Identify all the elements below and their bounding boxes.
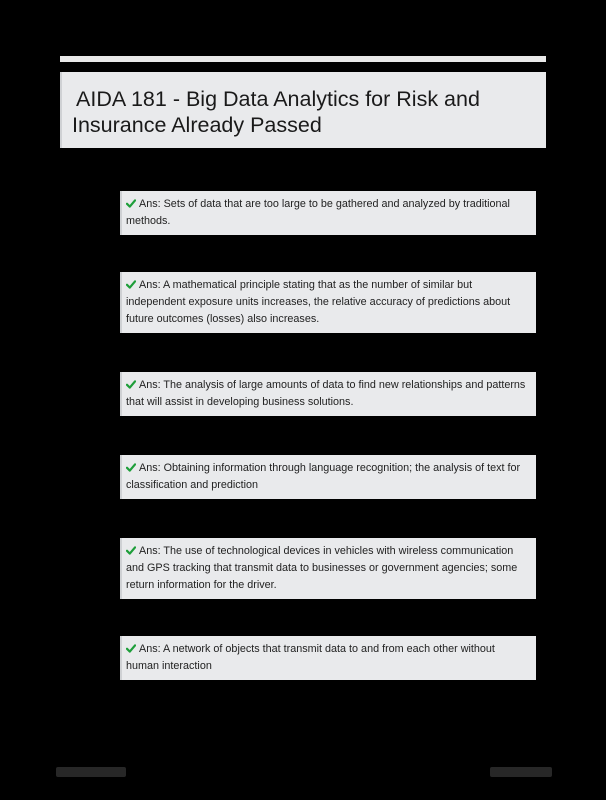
check-icon [126, 280, 136, 289]
check-icon [126, 199, 136, 208]
answer-text [126, 377, 530, 411]
blurred-watermark [56, 767, 126, 777]
page-title: AIDA 181 - Big Data Analytics for Risk and Insurance Already Passed [72, 87, 480, 137]
answer-text [126, 543, 530, 594]
check-icon [126, 463, 136, 472]
answer-body: The use of technological devices in vehicles with wireless communication and GPS tracking that transmit data to businesses or government agencies; some return information for the driver. [126, 545, 518, 591]
answer-body: The analysis of large amounts of data to find new relationships and patterns that will assist in developing business solutions. [126, 379, 526, 408]
answer-card [120, 636, 536, 680]
answer-card [120, 455, 536, 499]
answer-body: A mathematical principle stating that as the number of similar but independent exposure units increases, the relative accuracy of predictions about future outcomes (losses) also increases. [126, 279, 511, 325]
answer-card [120, 372, 536, 416]
blurred-page-number [490, 767, 552, 777]
answer-prefix: Ans: [139, 643, 161, 655]
title-card [60, 72, 546, 148]
answer-prefix: Ans: [139, 279, 161, 291]
check-icon [126, 644, 136, 653]
answer-prefix: Ans: [139, 379, 161, 391]
footer-watermark-left [56, 767, 126, 777]
answer-text [126, 196, 530, 230]
answer-text [126, 277, 530, 328]
answer-prefix: Ans: [139, 198, 161, 210]
answer-card [120, 538, 536, 599]
footer-page-number [490, 767, 552, 777]
check-icon [126, 546, 136, 555]
answer-body: A network of objects that transmit data to and from each other without human interaction [126, 643, 495, 672]
answer-card [120, 191, 536, 235]
answer-text [126, 460, 530, 494]
answer-text [126, 641, 530, 675]
answer-prefix: Ans: [139, 462, 161, 474]
answer-body: Obtaining information through language recognition; the analysis of text for classification and prediction [126, 462, 521, 491]
answer-body: Sets of data that are too large to be gathered and analyzed by traditional methods. [126, 198, 510, 227]
answer-card [120, 272, 536, 333]
check-icon [126, 380, 136, 389]
top-divider [60, 56, 546, 62]
answer-prefix: Ans: [139, 545, 161, 557]
